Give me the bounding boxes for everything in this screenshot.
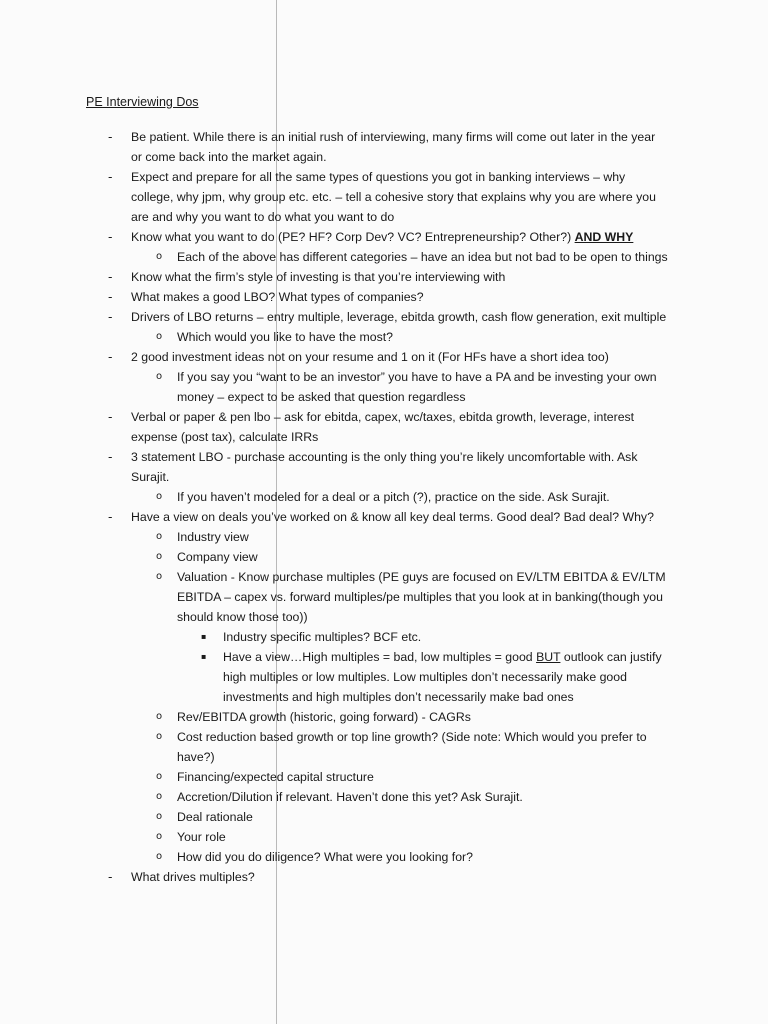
dash-marker: - (108, 130, 113, 144)
circle-bullet-icon: o (156, 251, 163, 262)
dash-marker: - (108, 230, 113, 244)
list-item (0, 167, 768, 227)
circle-bullet-icon: o (156, 371, 163, 382)
square-bullet-icon: ▪ (201, 652, 207, 661)
item-text: What drives multiples? (131, 870, 255, 884)
dash-marker: - (108, 170, 113, 184)
circle-bullet-icon: o (156, 551, 163, 562)
item-text: How did you do diligence? What were you looking for? (177, 850, 473, 864)
circle-bullet-icon: o (156, 331, 163, 342)
dash-marker: - (108, 310, 113, 324)
emphasis-text: BUT (536, 650, 561, 664)
circle-bullet-icon: o (156, 491, 163, 502)
item-text: Industry specific multiples? BCF etc. (223, 630, 422, 644)
list-item (0, 447, 768, 487)
sub-list-item (0, 487, 768, 507)
sub-list-item (0, 767, 768, 787)
list-item (0, 347, 768, 367)
item-text: Know what the firm’s style of investing is that you’re interviewing with (131, 270, 506, 284)
item-text: Each of the above has different categories – have an idea but not bad to be open to things (177, 250, 668, 264)
dash-marker: - (108, 290, 113, 304)
circle-bullet-icon: o (156, 731, 163, 742)
circle-bullet-icon: o (156, 531, 163, 542)
circle-bullet-icon: o (156, 571, 163, 582)
item-text: 3 statement LBO - purchase accounting is the only thing you’re likely uncomfortable with. Ask Surajit. (131, 450, 638, 484)
item-text: Be patient. While there is an initial rush of interviewing, many firms will come out later in the year or come back into the market again. (131, 130, 656, 164)
item-text: Cost reduction based growth or top line growth? (Side note: Which would you prefer to have?) (177, 730, 647, 764)
list-item (0, 267, 768, 287)
item-text: Accretion/Dilution if relevant. Haven’t done this yet? Ask Surajit. (177, 790, 523, 804)
sub-list-item (0, 367, 768, 407)
item-text: Industry view (177, 530, 249, 544)
list-item (0, 287, 768, 307)
circle-bullet-icon: o (156, 791, 163, 802)
sub-list-item (0, 527, 768, 547)
page-title: PE Interviewing Dos (86, 95, 199, 109)
item-text: Have a view…High multiples = bad, low multiples = good (223, 650, 533, 664)
item-text: Have a view on deals you’ve worked on & know all key deal terms. Good deal? Bad deal? Why? (131, 510, 654, 524)
sub-list-item (0, 787, 768, 807)
dash-marker: - (108, 510, 113, 524)
item-text: Rev/EBITDA growth (historic, going forward) - CAGRs (177, 710, 471, 724)
item-text: Which would you like to have the most? (177, 330, 393, 344)
item-text: What makes a good LBO? What types of companies? (131, 290, 424, 304)
circle-bullet-icon: o (156, 811, 163, 822)
item-text: Financing/expected capital structure (177, 770, 374, 784)
bullet-list (0, 127, 768, 887)
sub-list-item (0, 847, 768, 867)
sub-sub-list-item (0, 647, 768, 707)
sub-list-item (0, 707, 768, 727)
sub-list-item (0, 827, 768, 847)
sub-list-item (0, 547, 768, 567)
list-item (0, 307, 768, 327)
item-text: Your role (177, 830, 226, 844)
item-text: Verbal or paper & pen lbo – ask for ebitda, capex, wc/taxes, ebitda growth, leverage, interest expense (post tax), calculate IRRs (131, 410, 635, 444)
list-item (0, 407, 768, 447)
dash-marker: - (108, 870, 113, 884)
item-text: Deal rationale (177, 810, 253, 824)
sub-list-item (0, 327, 768, 347)
circle-bullet-icon: o (156, 771, 163, 782)
dash-marker: - (108, 350, 113, 364)
emphasis-text: AND WHY (574, 230, 634, 244)
sub-list-item (0, 727, 768, 767)
item-text: If you say you “want to be an investor” you have to have a PA and be investing your own money – expect to be asked that question regardless (177, 370, 657, 404)
item-text: Valuation - Know purchase multiples (PE guys are focused on EV/LTM EBITDA & EV/LTM EBITDA – capex vs. forward multiples/pe multiples that you look at in banking(though you should know those too)) (177, 570, 666, 624)
dash-marker: - (108, 270, 113, 284)
item-text-continued: outlook can justify high multiples or low multiples. Low multiples don’t necessarily make good investments and high multiples don’t necessarily make bad ones (223, 650, 662, 704)
item-text: If you haven’t modeled for a deal or a pitch (?), practice on the side. Ask Surajit. (177, 490, 610, 504)
circle-bullet-icon: o (156, 711, 163, 722)
sub-sub-list-item (0, 627, 768, 647)
circle-bullet-icon: o (156, 831, 163, 842)
dash-marker: - (108, 410, 113, 424)
dash-marker: - (108, 450, 113, 464)
list-item (0, 507, 768, 527)
sub-list-item (0, 567, 768, 627)
square-bullet-icon: ▪ (201, 632, 207, 641)
list-item (0, 127, 768, 167)
circle-bullet-icon: o (156, 851, 163, 862)
list-item (0, 867, 768, 887)
item-text: Expect and prepare for all the same types of questions you got in banking interviews – why college, why jpm, why group etc. etc. – tell a cohesive story that explains why you are where you are and why you want to do what you want to do (131, 170, 656, 224)
sub-list-item (0, 807, 768, 827)
item-text: Drivers of LBO returns – entry multiple, leverage, ebitda growth, cash flow generation, exit multiple (131, 310, 667, 324)
item-text: Company view (177, 550, 258, 564)
item-text: Know what you want to do (PE? HF? Corp Dev? VC? Entrepreneurship? Other?) (131, 230, 572, 244)
list-item (0, 227, 768, 247)
item-text: 2 good investment ideas not on your resume and 1 on it (For HFs have a short idea too) (131, 350, 609, 364)
sub-list-item (0, 247, 768, 267)
